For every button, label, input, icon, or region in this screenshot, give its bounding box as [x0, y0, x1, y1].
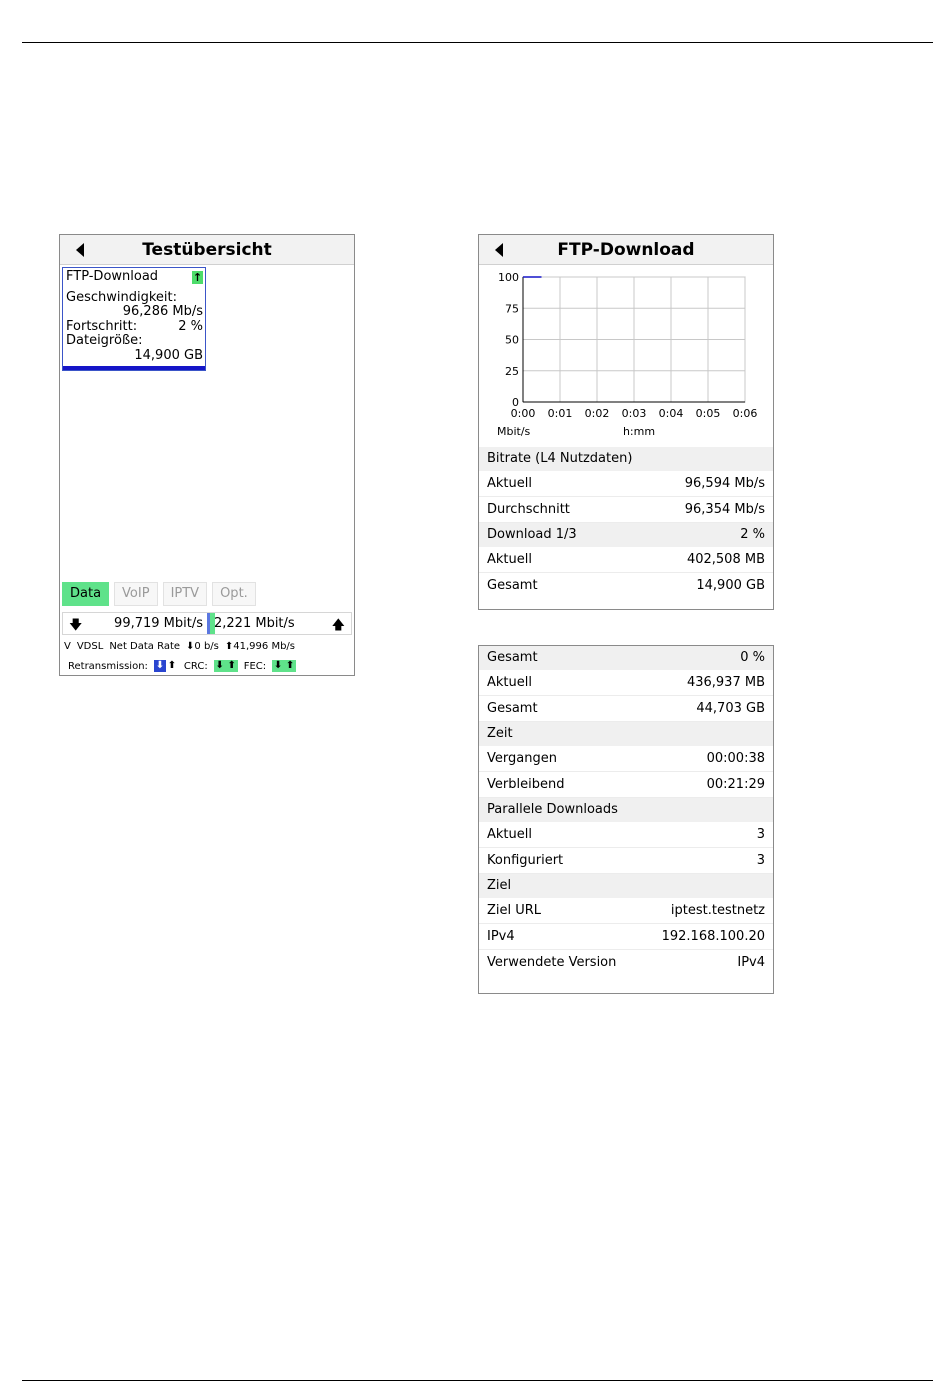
screen-title: Testübersicht	[142, 240, 272, 260]
row-label: Aktuell	[487, 476, 532, 491]
x-tick-label: 0:06	[732, 407, 758, 420]
row-gesamt	[479, 573, 773, 598]
x-axis-label: h:mm	[622, 425, 656, 438]
row-verwendete-version	[479, 950, 773, 975]
tab-voip[interactable]: VoIP	[114, 582, 158, 606]
tab-iptv[interactable]: IPTV	[163, 582, 208, 606]
screen-title: FTP-Download	[557, 240, 695, 260]
ftp-details-screen	[478, 645, 774, 994]
row-label: IPv4	[487, 929, 515, 944]
rate-bar	[62, 612, 352, 635]
section-header-parallele-downloads	[479, 798, 773, 822]
net-data-rate-label: Net Data Rate	[109, 641, 181, 652]
row-value: 44,703 GB	[696, 701, 765, 716]
row-value: 3	[756, 853, 765, 868]
row-label: Verbleibend	[487, 777, 565, 792]
y-axis-label: Mbit/s	[497, 425, 531, 438]
crc-label: CRC:	[183, 660, 208, 672]
upload-arrow-icon: 🡅	[331, 618, 345, 633]
row-value: 14,900 GB	[696, 578, 765, 593]
section-header-zeit	[479, 722, 773, 746]
row-konfiguriert	[479, 848, 773, 874]
row-label: Verwendete Version	[487, 955, 617, 970]
section-title: Bitrate (L4 Nutzdaten)	[487, 451, 633, 466]
row-label: Gesamt	[487, 578, 538, 593]
download-rate: 99,719 Mbit/s	[114, 616, 203, 631]
retrans-up-icon: ⬆	[167, 660, 177, 671]
section-title: Parallele Downloads	[487, 802, 618, 817]
y-tick-label: 25	[505, 364, 519, 378]
up-arrow-icon: ⬆	[224, 641, 234, 652]
row-value: 436,937 MB	[686, 675, 765, 690]
tile-progress-bar	[63, 366, 205, 370]
retrans-down-icon: ⬇	[155, 660, 165, 671]
section-title: Download 1/3	[487, 527, 577, 542]
row-aktuell	[479, 822, 773, 848]
screen-header	[479, 235, 773, 265]
row-value: 00:00:38	[706, 751, 765, 766]
upload-rate: 2,221 Mbit/s	[214, 616, 295, 631]
row-value: 402,508 MB	[686, 552, 765, 567]
row-vergangen	[479, 746, 773, 772]
row-label: Gesamt	[487, 701, 538, 716]
size-label: Dateigröße:	[66, 333, 143, 348]
v-label: V	[64, 641, 71, 652]
top-rule	[22, 42, 933, 43]
retransmission-label: Retransmission:	[68, 660, 148, 672]
x-tick-label: 0:04	[658, 407, 684, 420]
y-tick-label: 100	[498, 271, 519, 284]
section-header-ziel	[479, 874, 773, 898]
row-label: Ziel URL	[487, 903, 542, 918]
row-label: Aktuell	[487, 552, 532, 567]
x-tick-label: 0:05	[695, 407, 721, 420]
x-tick-label: 0:03	[621, 407, 647, 420]
row-aktuell	[479, 547, 773, 573]
down-arrow-icon: ⬇	[186, 641, 195, 652]
section-value: 2 %	[740, 527, 765, 542]
section-header-gesamt	[479, 646, 773, 670]
screen-header	[60, 235, 354, 265]
upload-arrow-icon: ↑	[192, 270, 203, 284]
row-value: 3	[756, 827, 765, 842]
section-title: Gesamt	[487, 650, 538, 665]
tile-title: FTP-Download	[66, 269, 159, 284]
tab-opt[interactable]: Opt.	[212, 582, 256, 606]
row-value: IPv4	[737, 955, 765, 970]
line-status	[64, 641, 295, 652]
row-aktuell	[479, 670, 773, 696]
row-ipv4	[479, 924, 773, 950]
vdsl-label: VDSL	[76, 641, 104, 652]
row-label: Vergangen	[487, 751, 557, 766]
section-title: Zeit	[487, 726, 513, 741]
crc-down-icon: ⬇	[215, 660, 224, 671]
speed-label: Geschwindigkeit:	[66, 289, 177, 305]
fec-up-icon: ⬆	[285, 660, 295, 671]
row-value: iptest.testnetz	[670, 903, 765, 918]
row-durchschnitt	[479, 497, 773, 523]
row-value: 00:21:29	[706, 777, 765, 792]
test-overview-screen	[59, 234, 355, 676]
speed-value: 96,286 Mb/s	[122, 304, 203, 319]
row-aktuell	[479, 471, 773, 497]
row-label: Aktuell	[487, 675, 532, 690]
tab-data[interactable]: Data	[62, 582, 109, 606]
row-label: Konfiguriert	[487, 853, 564, 868]
fec-down-icon: ⬇	[273, 660, 283, 671]
row-label: Durchschnitt	[487, 502, 570, 517]
section-header-download-1-3	[479, 523, 773, 547]
section-header-bitrate-l4-nutzdaten	[479, 447, 773, 471]
net-rate-down: 0 b/s	[194, 641, 219, 652]
bottom-rule	[22, 1380, 933, 1381]
progress-label: Fortschritt:	[66, 318, 138, 334]
error-indicators	[68, 660, 296, 672]
section-title: Ziel	[487, 878, 512, 893]
x-tick-label: 0:01	[547, 407, 573, 420]
row-ziel-url	[479, 898, 773, 924]
y-tick-label: 0	[512, 396, 519, 409]
x-tick-label: 0:00	[510, 407, 536, 420]
row-value: 96,354 Mb/s	[684, 502, 765, 517]
y-tick-label: 75	[505, 302, 519, 316]
row-verbleibend	[479, 772, 773, 798]
tab-bar	[62, 582, 256, 606]
y-tick-label: 50	[505, 333, 519, 347]
ftp-download-tile[interactable]	[62, 267, 206, 371]
net-rate-up: 41,996 Mb/s	[233, 641, 296, 652]
size-value: 14,900 GB	[134, 347, 203, 363]
bitrate-chart	[479, 265, 773, 447]
row-value: 96,594 Mb/s	[684, 476, 765, 491]
bitrate-chart-svg	[479, 265, 773, 447]
fec-label: FEC:	[243, 660, 267, 672]
crc-up-icon: ⬆	[227, 660, 236, 671]
progress-value: 2 %	[178, 318, 203, 334]
row-gesamt	[479, 696, 773, 722]
ftp-download-screen	[478, 234, 774, 610]
x-tick-label: 0:02	[584, 407, 610, 420]
download-arrow-icon: 🡇	[69, 618, 83, 633]
row-label: Aktuell	[487, 827, 532, 842]
row-value: 192.168.100.20	[661, 929, 765, 944]
section-value: 0 %	[740, 650, 765, 665]
